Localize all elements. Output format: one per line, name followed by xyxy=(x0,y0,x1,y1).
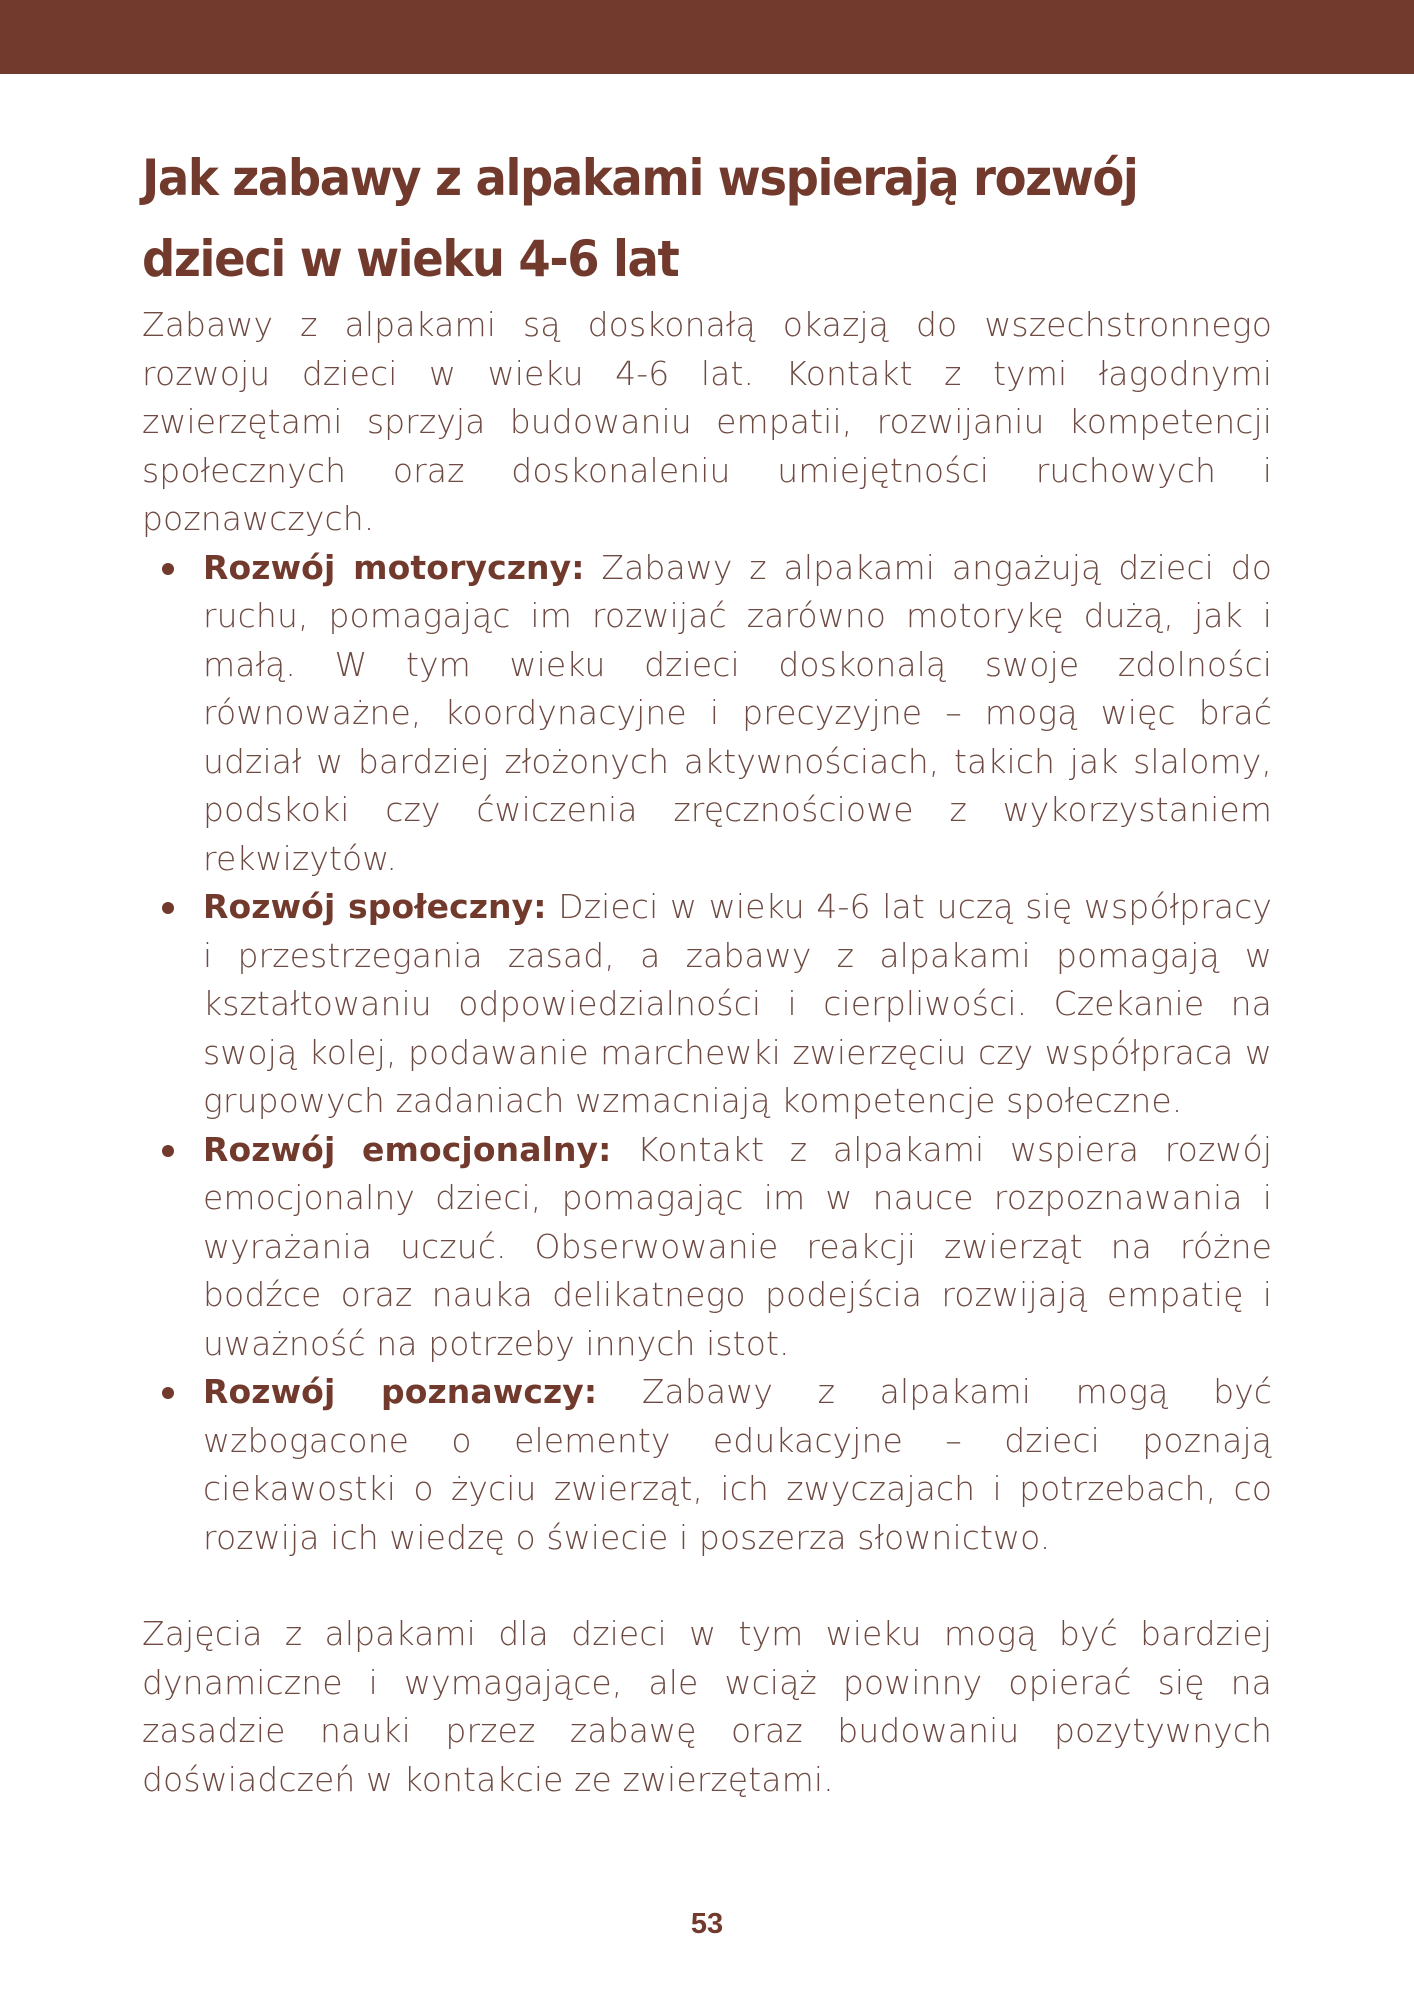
header-band xyxy=(0,0,1414,74)
list-item-motor xyxy=(142,544,1272,884)
intro-paragraph: Zabawy z alpakami są doskonałą okazją do wszechstronnego rozwoju dzieci w wieku 4-6 lat. Kontakt z tymi łagodnymi zwierzętami sprzyja budowaniu empatii, rozwijaniu kompetencji społecznych oraz doskonaleniu umiejętności ruchowych i poznawczych. xyxy=(142,305,1272,538)
page-title: Jak zabawy z alpakami wspierają rozwój dzieci w wieku 4-6 lat xyxy=(142,149,1138,288)
bullet-text: Dzieci w wieku 4-6 lat uczą się współpracy i przestrzegania zasad, a zabawy z alpakami pomagają w kształtowaniu odpowiedzialności i cierpliwości. Czekanie na swoją kolej, podawanie marchewki zwierzęciu czy współpraca w grupowych zadaniach wzmacniają kompetencje społeczne. xyxy=(203,887,1272,1120)
list-item-cognitive xyxy=(142,1368,1272,1562)
list-item-emotional xyxy=(142,1126,1272,1369)
bullet-label: Rozwój emocjonalny: xyxy=(203,1129,612,1169)
development-list xyxy=(142,544,1272,1563)
bullet-text: Kontakt z alpakami wspiera rozwój emocjonalny dzieci, pomagając im w nauce rozpoznawania i wyrażania uczuć. Obserwowanie reakcji zwierząt na różne bodźce oraz nauka delikatnego podejścia rozwijają empatię i uważność na potrzeby innych istot. xyxy=(203,1129,1273,1363)
bullet-dot-icon xyxy=(162,1387,174,1399)
bullet-label: Rozwój motoryczny: xyxy=(203,547,585,587)
bullet-dot-icon xyxy=(162,563,174,575)
bullet-dot-icon xyxy=(162,1145,174,1157)
page-number: 53 xyxy=(690,1908,724,1940)
closing-paragraph: Zajęcia z alpakami dla dzieci w tym wieku mogą być bardziej dynamiczne i wymagające, ale wciąż powinny opierać się na zasadzie nauki przez zabawę oraz budowaniu pozytywnych doświadczeń w kontakcie ze zwierzętami. xyxy=(142,1614,1272,1799)
bullet-label: Rozwój społeczny: xyxy=(203,887,547,926)
bullet-text: Zabawy z alpakami angażują dzieci do ruchu, pomagając im rozwijać zarówno motorykę dużą, jak i małą. W tym wieku dzieci doskonalą swoje zdolności równoważne, koordynacyjne i precyzyjne – mogą więc brać udział w bardziej złożonych aktywnościach, takich jak slalomy, podskoki czy ćwiczenia zręcznościowe z wykorzystaniem rekwizytów. xyxy=(203,547,1272,878)
bullet-dot-icon xyxy=(162,902,174,914)
page-content xyxy=(142,138,1272,1804)
bullet-text: Zabawy z alpakami mogą być wzbogacone o elementy edukacyjne – dzieci poznają ciekawostki o życiu zwierząt, ich zwyczajach i potrzebach, co rozwija ich wiedzę o świecie i poszerza słownictwo. xyxy=(203,1372,1272,1557)
list-item-social xyxy=(142,883,1272,1126)
bullet-label: Rozwój poznawczy: xyxy=(203,1372,598,1411)
